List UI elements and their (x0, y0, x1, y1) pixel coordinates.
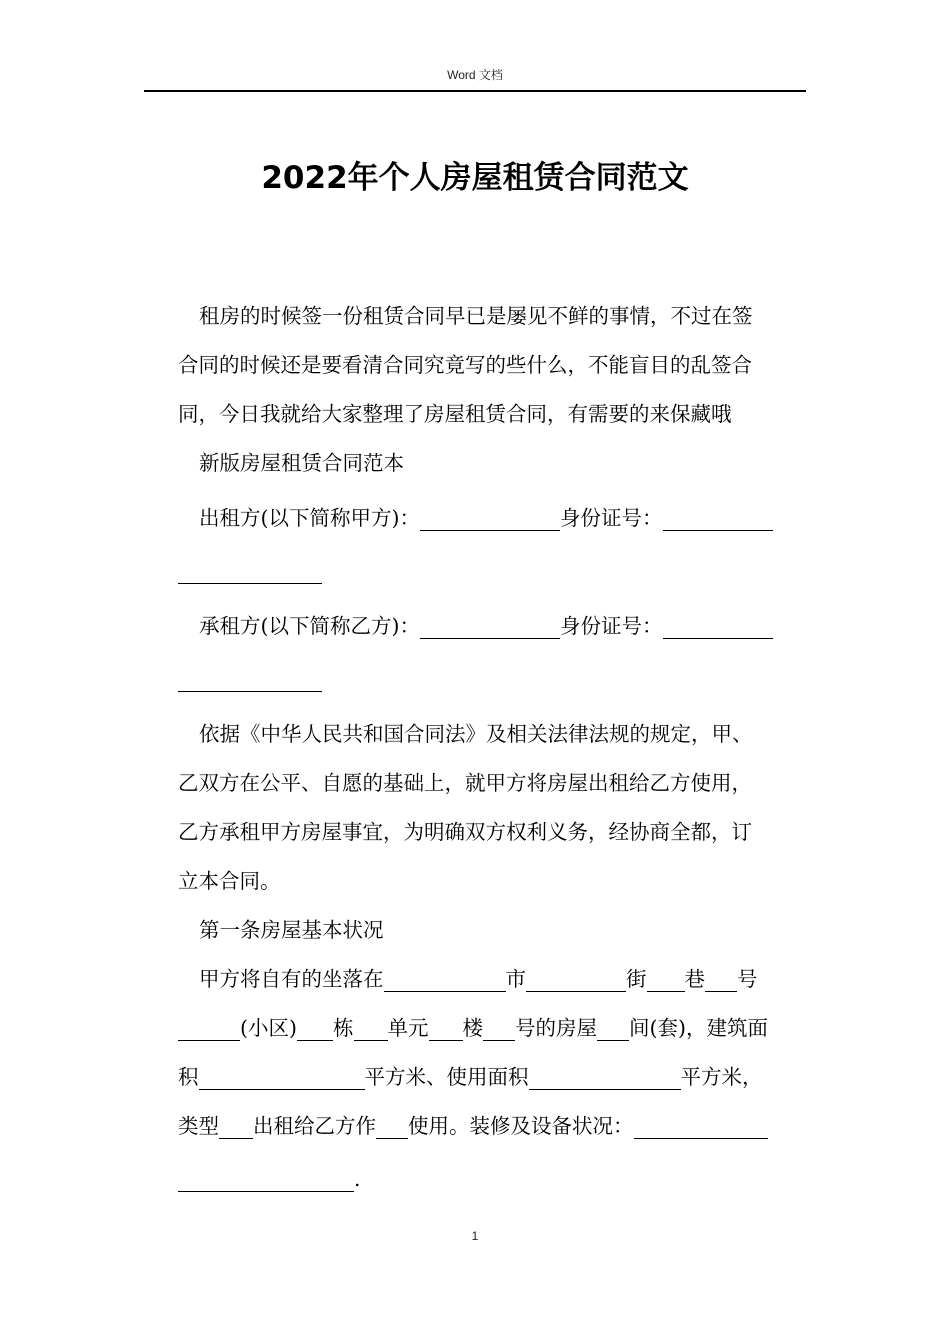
page-number: 1 (471, 1229, 479, 1243)
article-1-line-5 (178, 1155, 806, 1204)
article-1-text: 平方米， (680, 1065, 763, 1089)
building-area-blank (199, 1063, 365, 1090)
lessor-line (178, 494, 806, 543)
header-label: Word 文档 (447, 68, 503, 82)
article-1-text: 类型 (178, 1114, 219, 1138)
decoration-blank (634, 1112, 768, 1139)
page-header (144, 64, 806, 92)
article-1-text: . (354, 1167, 361, 1191)
number-blank (705, 965, 737, 992)
lessee-name-blank (420, 612, 560, 639)
intro-line-2: 合同的时候还是要看清合同究竟写的些什么，不能盲目的乱签合 (178, 353, 752, 377)
article-1-text: 使用。装修及设备状况： (408, 1114, 634, 1138)
lessee-id-blank-cont (178, 665, 322, 692)
article-1-text: 间(套)，建筑面 (629, 1016, 768, 1040)
type-blank (219, 1112, 253, 1139)
decoration-blank-cont (178, 1165, 354, 1192)
lessee-line (178, 602, 806, 651)
lessor-line-cont (178, 547, 806, 596)
lessee-label: 承租方(以下简称乙方)： (199, 614, 420, 638)
street-blank (526, 965, 626, 992)
article-1-text: 号的房屋 (515, 1016, 597, 1040)
lessee-line-cont (178, 655, 806, 704)
building-blank (297, 1014, 333, 1041)
lessee-id-label: 身份证号： (560, 614, 663, 638)
intro-line-1: 租房的时候签一份租赁合同早已是屡见不鲜的事情，不过在签 (199, 304, 753, 328)
basis-line-3: 乙方承租甲方房屋事宜，为明确双方权利义务，经协商全都，订 (178, 820, 752, 844)
lessor-label: 出租方(以下简称甲方)： (199, 506, 420, 530)
article-1-text: 出租给乙方作 (253, 1114, 376, 1138)
article-1-text: 甲方将自有的坐落在 (199, 967, 384, 991)
article-1-heading: 第一条房屋基本状况 (199, 918, 384, 942)
lessor-id-label: 身份证号： (560, 506, 663, 530)
lessee-id-blank (663, 612, 773, 639)
usage-blank (376, 1112, 408, 1139)
contract-subtitle: 新版房屋租赁合同范本 (199, 451, 404, 475)
article-1-text: 单元 (387, 1016, 429, 1040)
document-title: 2022年个人房屋租赁合同范文 (261, 160, 689, 196)
article-1-line-4 (178, 1102, 806, 1151)
basis-line-4: 立本合同。 (178, 869, 281, 893)
article-1-text: 市 (505, 967, 526, 991)
number-blank-cont (178, 1014, 240, 1041)
article-1-text: 栋 (333, 1016, 354, 1040)
room-count-blank (597, 1014, 629, 1041)
article-1-text: 楼 (462, 1016, 483, 1040)
floor-blank (429, 1014, 463, 1041)
article-1-text: 号 (737, 967, 758, 991)
basis-line-2: 乙双方在公平、自愿的基础上，就甲方将房屋出租给乙方使用， (178, 771, 752, 795)
basis-line-1: 依据《中华人民共和国合同法》及相关法律法规的规定，甲、 (199, 722, 753, 746)
lessor-name-blank (420, 504, 560, 531)
room-number-blank (483, 1014, 515, 1041)
document-body (178, 292, 806, 1204)
article-1-text: (小区) (240, 1016, 297, 1040)
lessor-id-blank (663, 504, 773, 531)
page-footer (0, 1229, 950, 1243)
city-blank (384, 965, 506, 992)
lane-blank (647, 965, 685, 992)
usable-area-blank (529, 1063, 681, 1090)
lessor-id-blank-cont (178, 557, 322, 584)
article-1-text: 积 (178, 1065, 199, 1089)
unit-blank (354, 1014, 388, 1041)
article-1-line-2 (178, 1004, 806, 1053)
intro-line-3: 同，今日我就给大家整理了房屋租赁合同，有需要的来保藏哦 (178, 402, 732, 426)
article-1-text: 巷 (684, 967, 705, 991)
article-1-text: 街 (626, 967, 647, 991)
article-1-line-1 (178, 955, 806, 1004)
article-1-line-3 (178, 1053, 806, 1102)
article-1-text: 平方米、使用面积 (364, 1065, 529, 1089)
